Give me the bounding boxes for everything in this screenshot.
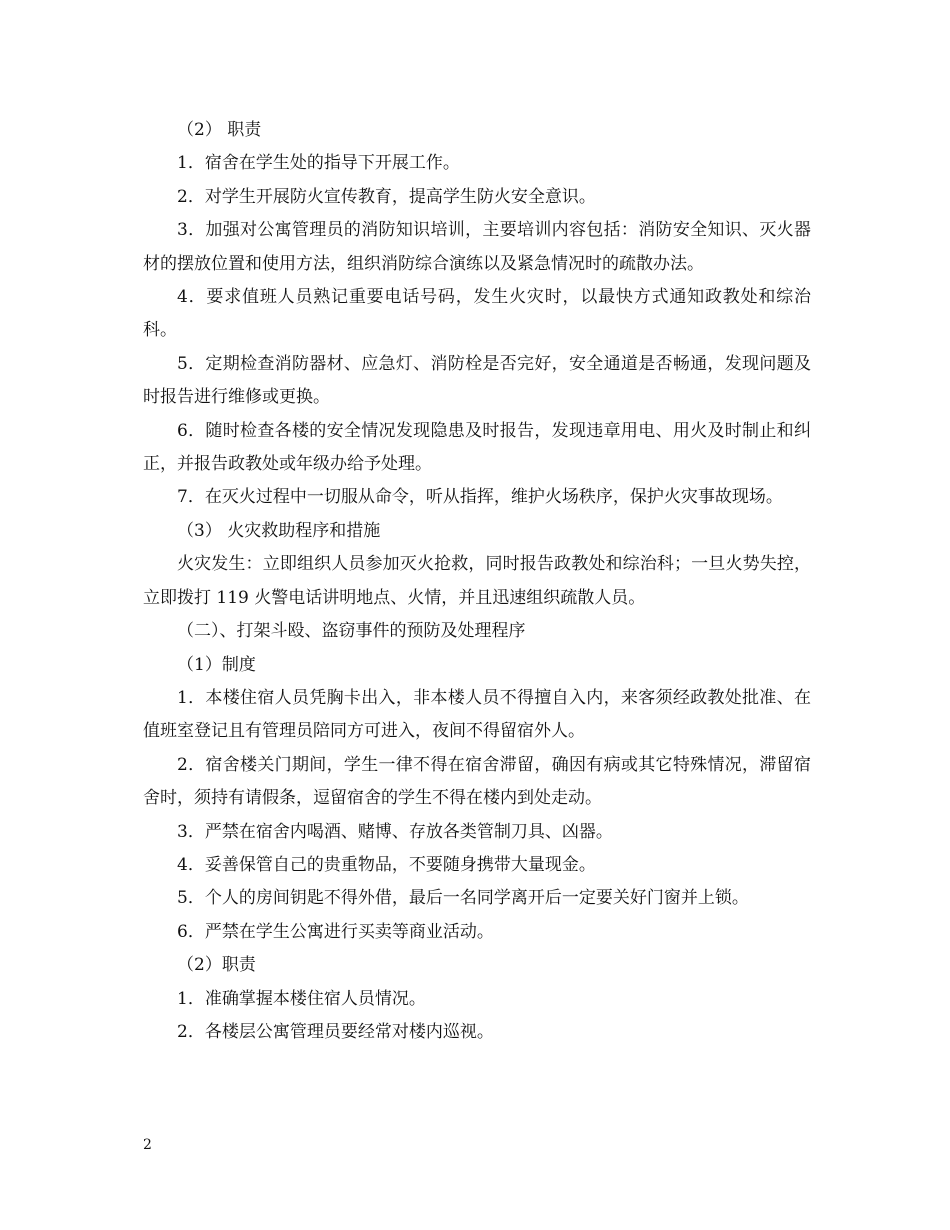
paragraph: 1．准确掌握本楼住宿人员情况。 xyxy=(177,988,426,1009)
paragraph: 5．定期检查消防器材、应急灯、消防栓是否完好，安全通道是否畅通，发现问题及时报告进行维修或更换。 xyxy=(143,353,811,408)
paragraph: 5．个人的房间钥匙不得外借，最后一名同学离开后一定要关好门窗并上锁。 xyxy=(177,888,749,909)
paragraph: 1．本楼住宿人员凭胸卡出入，非本楼人员不得擅自入内，来客须经政教处批准、在值班室登记且有管理员陪同方可进入，夜间不得留宿外人。 xyxy=(143,687,811,742)
section-heading-duties: （2） 职责 xyxy=(177,120,262,140)
paragraph: 3．严禁在宿舍内喝酒、赌博、存放各类管制刀具、凶器。 xyxy=(177,821,613,842)
paragraph: 3．加强对公寓管理员的消防知识培训，主要培训内容包括：消防安全知识、灭火器材的摆放位置和使用方法，组织消防综合演练以及紧急情况时的疏散办法。 xyxy=(143,220,811,274)
paragraph: 7．在灭火过程中一切服从命令，听从指挥，维护火场秩序，保护火灾事故现场。 xyxy=(177,487,783,508)
section-heading-rules: （1）制度 xyxy=(177,654,256,675)
paragraph: 2．对学生开展防火宣传教育，提高学生防火安全意识。 xyxy=(177,186,596,207)
paragraph: 4．妥善保管自己的贵重物品，不要随身携带大量现金。 xyxy=(177,854,596,875)
section-heading-fire-rescue: （3） 火灾救助程序和措施 xyxy=(177,520,381,541)
paragraph: 4．要求值班人员熟记重要电话号码，发生火灾时，以最快方式通知政教处和综治科。 xyxy=(143,287,811,341)
document-body xyxy=(143,114,811,1049)
section-heading-fighting-theft: （二）、打架斗殴、盗窃事件的预防及处理程序 xyxy=(177,621,526,642)
paragraph: 1．宿舍在学生处的指导下开展工作。 xyxy=(177,153,460,174)
section-heading-duties-2: （2）职责 xyxy=(177,955,256,976)
paragraph: 火灾发生：立即组织人员参加灭火抢救，同时报告政教处和综治科；一旦火势失控，立即拨打 119 火警电话讲明地点、火情，并且迅速组织疏散人员。 xyxy=(143,554,811,608)
paragraph: 2．各楼层公寓管理员要经常对楼内巡视。 xyxy=(177,1021,494,1042)
paragraph: 6．随时检查各楼的安全情况发现隐患及时报告，发现违章用电、用火及时制止和纠正，并报告政教处或年级办给予处理。 xyxy=(143,420,811,475)
paragraph: 2．宿舍楼关门期间，学生一律不得在宿舍滞留，确因有病或其它特殊情况，滞留宿舍时，须持有请假条，逗留宿舍的学生不得在楼内到处走动。 xyxy=(143,754,811,809)
page-number: 2 xyxy=(143,1137,152,1153)
paragraph: 6．严禁在学生公寓进行买卖等商业活动。 xyxy=(177,921,494,942)
